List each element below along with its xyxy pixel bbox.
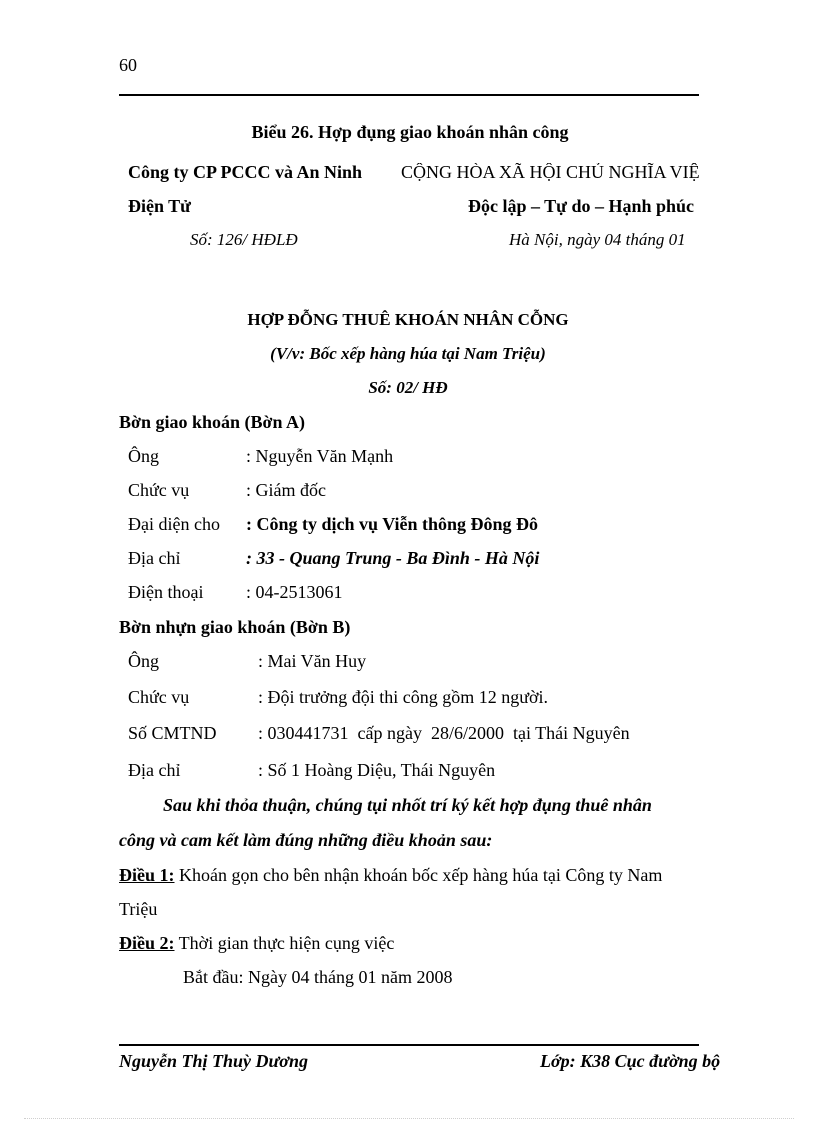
party-b-value-name: : Mai Văn Huy bbox=[258, 651, 367, 671]
footer-author: Nguyễn Thị Thuỳ Dương bbox=[119, 1051, 308, 1071]
article-1-label: Điều 1: bbox=[119, 865, 175, 885]
party-b-label-position: Chức vụ bbox=[128, 687, 190, 707]
article-2 bbox=[119, 934, 394, 952]
figure-heading: Biểu 26. Hợp đụng giao khoán nhân công bbox=[251, 122, 569, 142]
article-1-continuation: Triệu bbox=[119, 899, 158, 919]
article-1-text: Khoán gọn cho bên nhận khoán bốc xếp hàng húa tại Công ty Nam bbox=[174, 865, 663, 885]
contract-subject: (V/v: Bốc xếp hàng húa tại Nam Triệu) bbox=[270, 344, 546, 363]
article-2-text: Thời gian thực hiện cụng việc bbox=[174, 933, 395, 953]
company-name-line2: Điện Tử bbox=[128, 196, 191, 216]
party-a-value-name: : Nguyễn Văn Mạnh bbox=[246, 446, 394, 466]
party-a-label-position: Chức vụ bbox=[128, 480, 190, 500]
footer-class: Lớp: K38 Cục đường bộ bbox=[540, 1051, 721, 1071]
footer-rule bbox=[119, 1044, 699, 1046]
party-a-label-representing: Đại diện cho bbox=[128, 514, 220, 534]
contract-title: HỢP ĐỖNG THUÊ KHOÁN NHÂN CỖNG bbox=[247, 310, 569, 329]
party-a-value-representing: : Công ty dịch vụ Viễn thông Đông Đô bbox=[246, 514, 539, 534]
party-a-label-ong: Ông bbox=[128, 446, 159, 466]
party-a-label-address: Địa chỉ bbox=[128, 548, 181, 568]
party-a-label-phone: Điện thoại bbox=[128, 582, 204, 602]
company-name-line1: Công ty CP PCCC và An Ninh bbox=[128, 162, 363, 182]
party-b-label-ong: Ông bbox=[128, 651, 159, 671]
page-bottom-divider bbox=[24, 1118, 794, 1119]
party-a-title: Bờn giao khoán (Bờn A) bbox=[119, 412, 305, 432]
motto: Độc lập – Tự do – Hạnh phúc bbox=[468, 196, 695, 216]
party-a-value-position: : Giám đốc bbox=[246, 480, 326, 500]
party-b-title: Bờn nhựn giao khoán (Bờn B) bbox=[119, 617, 351, 637]
party-b-value-id: : 030441731 cấp ngày 28/6/2000 tại Thái Nguyên bbox=[258, 723, 630, 743]
agreement-line-1: Sau khi thỏa thuận, chúng tụi nhốt trí ký kết hợp đụng thuê nhân bbox=[163, 795, 652, 815]
page-number: 60 bbox=[119, 55, 137, 75]
agreement-line-2: công và cam kết làm đúng những điều khoản sau: bbox=[119, 830, 493, 850]
article-2-start: Bắt đầu: Ngày 04 tháng 01 năm 2008 bbox=[183, 967, 453, 987]
place-date: Hà Nội, ngày 04 tháng 01 bbox=[509, 230, 686, 249]
party-b-value-position: : Đội trưởng đội thi công gồm 12 người. bbox=[258, 687, 549, 707]
party-b-label-address: Địa chỉ bbox=[128, 760, 181, 780]
party-a-value-address: : 33 - Quang Trung - Ba Đình - Hà Nội bbox=[246, 548, 540, 568]
header-rule bbox=[119, 94, 699, 96]
party-b-value-address: : Số 1 Hoàng Diệu, Thái Nguyên bbox=[258, 760, 496, 780]
document-number: Số: 126/ HĐLĐ bbox=[190, 230, 298, 249]
party-b-label-id: Số CMTND bbox=[128, 723, 217, 743]
republic-title: CỘNG HÒA XÃ HỘI CHỦ NGHĨA VIỆ bbox=[401, 163, 700, 181]
article-2-label: Điều 2: bbox=[119, 933, 175, 953]
party-a-value-phone: : 04-2513061 bbox=[246, 582, 343, 602]
contract-number: Số: 02/ HĐ bbox=[368, 378, 448, 397]
article-1 bbox=[119, 866, 662, 884]
